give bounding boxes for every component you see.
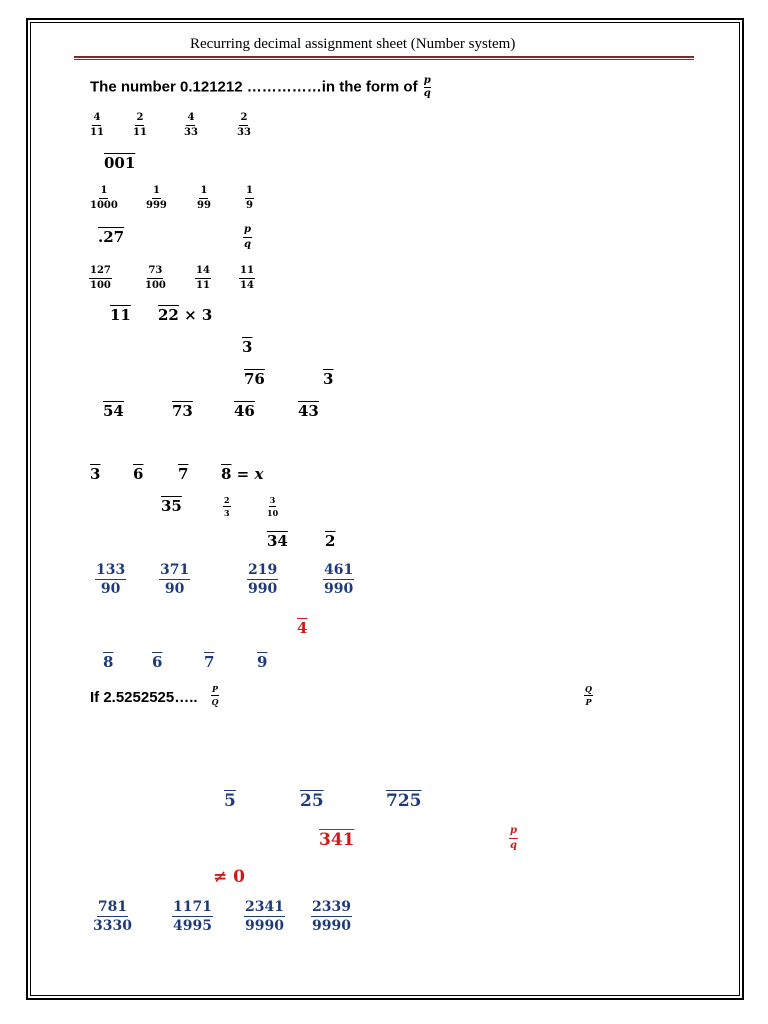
q2-option-d: $\frac{1}{9}$ [246, 185, 253, 211]
q10-option-b: 6 [152, 653, 163, 671]
q12-not-equal: ≠ 0 [213, 867, 245, 887]
q7-item-b: 6 [133, 465, 144, 483]
header-rule-thin [74, 59, 694, 60]
q6-term-a: 76 [244, 370, 265, 388]
q7-item-c: 7 [178, 465, 189, 483]
q5-term: 3 [242, 338, 253, 356]
q2-option-b: $\frac{1}{999}$ [146, 185, 167, 211]
q11-fraction-pq: $\frac{P}{Q}$ [211, 684, 219, 707]
q1-option-d: $\frac{2}{33}$ [237, 112, 251, 138]
header-rule [74, 56, 694, 58]
q3-option-d: $\frac{11}{14}$ [240, 265, 254, 291]
q3-expression: .27 [98, 228, 125, 246]
q10-option-d: 9 [257, 653, 268, 671]
q12-red-term: 341 [319, 830, 355, 850]
pq-fraction: $\frac{p}{q}$ [423, 75, 431, 99]
question-1 [90, 76, 431, 99]
q1-option-c: $\frac{4}{33}$ [184, 112, 198, 138]
q3-option-b: $\frac{73}{100}$ [145, 265, 166, 291]
q11-fraction-qp: $\frac{Q}{P}$ [585, 684, 592, 707]
q9-option-b: $\frac{371}{90}$ [160, 562, 190, 597]
q3-option-c: $\frac{14}{11}$ [196, 265, 210, 291]
q6-term-b: 3 [323, 370, 334, 388]
question-1-text: The number 0.121212 ……………in the form of [90, 78, 418, 96]
q6-option-a: 54 [103, 402, 124, 420]
page-title: Recurring decimal assignment sheet (Number system) [190, 36, 516, 52]
q3-pq-fraction: $\frac{p}{q}$ [244, 224, 251, 250]
q4-term-b: 22 × 3 [158, 306, 213, 324]
q9-option-d: $\frac{461}{990}$ [324, 562, 354, 597]
q9-term-a: 34 [267, 532, 288, 550]
q3-option-a: $\frac{127}{100}$ [90, 265, 111, 291]
q12-option-a: $\frac{781}{3330}$ [93, 899, 132, 934]
question-11-text: If 2.5252525….. [90, 689, 198, 706]
q2-option-a: $\frac{1}{1000}$ [90, 185, 118, 211]
q12-item-c: 725 [386, 791, 422, 811]
q12-pq-fraction: $\frac{p}{q}$ [510, 825, 517, 851]
q10-option-a: 8 [103, 653, 114, 671]
q4-term-a: 11 [110, 306, 131, 324]
q8-term: 35 [161, 497, 182, 515]
q1-option-a: $\frac{4}{11}$ [90, 112, 104, 138]
q10-term: 4 [297, 619, 308, 637]
q6-option-b: 73 [172, 402, 193, 420]
q12-item-a: 5 [224, 791, 236, 811]
q2-expression: 001 [104, 154, 136, 172]
page-border-inner [30, 22, 740, 996]
q2-option-c: $\frac{1}{99}$ [197, 185, 211, 211]
q12-item-b: 25 [300, 791, 324, 811]
q1-option-b: $\frac{2}{11}$ [133, 112, 147, 138]
q12-option-d: $\frac{2339}{9990}$ [312, 899, 351, 934]
q12-option-b: $\frac{1171}{4995}$ [173, 899, 212, 934]
q8-fraction-a: $\frac{2}{3}$ [224, 495, 230, 518]
q12-option-c: $\frac{2341}{9990}$ [245, 899, 284, 934]
q9-option-c: $\frac{219}{990}$ [248, 562, 278, 597]
q6-option-c: 46 [234, 402, 255, 420]
q10-option-c: 7 [204, 653, 215, 671]
question-11 [90, 689, 198, 706]
q7-equation: 8 = x [221, 465, 264, 483]
q6-option-d: 43 [298, 402, 319, 420]
q8-fraction-b: $\frac{3}{10}$ [267, 495, 279, 518]
q7-item-a: 3 [90, 465, 101, 483]
q9-option-a: $\frac{133}{90}$ [96, 562, 126, 597]
q9-term-b: 2 [325, 532, 336, 550]
